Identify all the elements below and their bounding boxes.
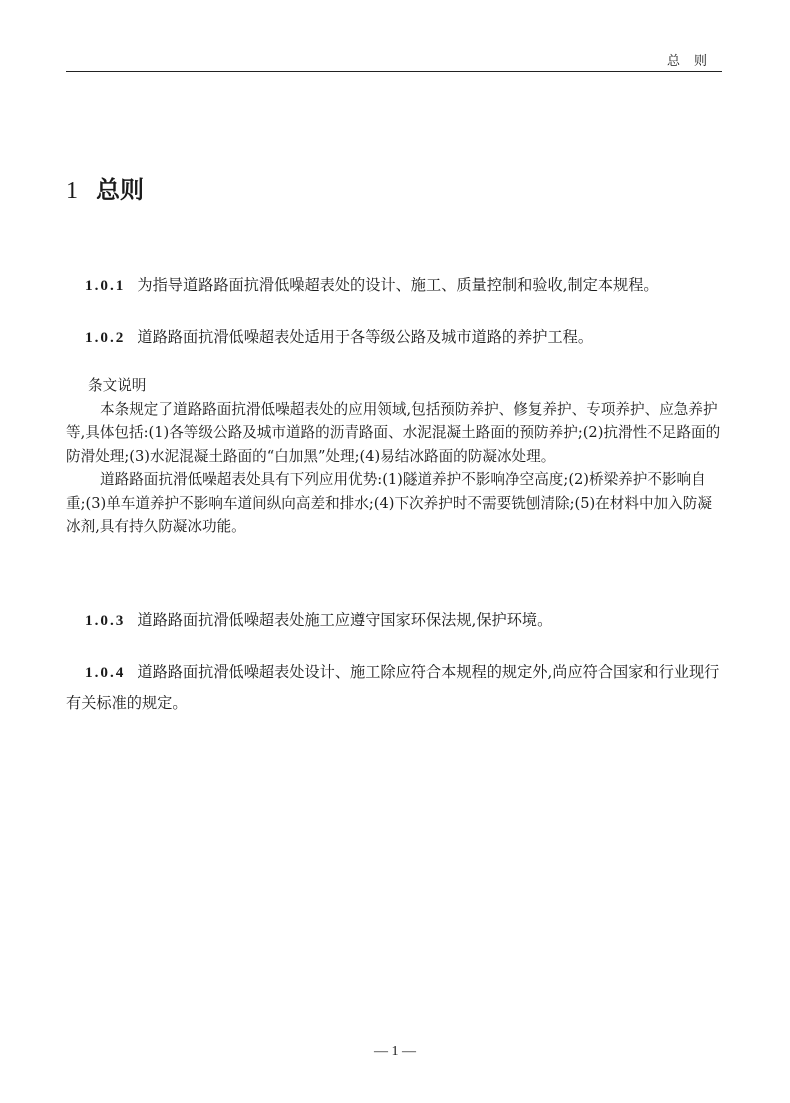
chapter-number: 1 bbox=[66, 178, 78, 204]
clause-number: 1.0.1 bbox=[85, 277, 126, 294]
running-header: 总则 bbox=[666, 54, 721, 69]
clause-1-0-4 bbox=[66, 657, 722, 718]
header-rule bbox=[66, 71, 722, 72]
explanation-label: 条文说明 bbox=[88, 377, 147, 394]
clause-1-0-3 bbox=[66, 605, 722, 636]
chapter-title bbox=[66, 170, 144, 205]
page-number: — 1 — bbox=[374, 1044, 416, 1059]
clause-1-0-1 bbox=[66, 270, 722, 301]
clause-text: 道路路面抗滑低噪超表处施工应遵守国家环保法规,保护环境。 bbox=[137, 611, 553, 629]
clause-explanation bbox=[66, 374, 722, 539]
explanation-paragraph: 本条规定了道路路面抗滑低噪超表处的应用领域,包括预防养护、修复养护、专项养护、应急养护等,具体包括:(1)各等级公路及城市道路的沥青路面、水泥混凝土路面的预防养护;(2)抗滑性不足路面的防滑处理;(3)水泥混凝土路面的“白加黑”处理;(4)易结冰路面的防凝冰处理。 bbox=[66, 400, 721, 465]
clause-text: 道路路面抗滑低噪超表处适用于各等级公路及城市道路的养护工程。 bbox=[137, 328, 593, 346]
clause-text: 为指导道路路面抗滑低噪超表处的设计、施工、质量控制和验收,制定本规程。 bbox=[137, 276, 659, 294]
explanation-paragraph: 道路路面抗滑低噪超表处具有下列应用优势:(1)隧道养护不影响净空高度;(2)桥梁养护不影响自重;(3)单车道养护不影响车道间纵向高差和排水;(4)下次养护时不需要铣刨清除;(5)在材料中加入防凝冰剂,具有持久防凝冰功能。 bbox=[66, 471, 712, 535]
clause-1-0-2 bbox=[66, 322, 722, 353]
clause-number: 1.0.2 bbox=[85, 329, 126, 346]
clause-number: 1.0.4 bbox=[85, 664, 126, 681]
clause-number: 1.0.3 bbox=[85, 612, 126, 629]
chapter-title-text: 总则 bbox=[96, 176, 144, 204]
clause-text: 道路路面抗滑低噪超表处设计、施工除应符合本规程的规定外,尚应符合国家和行业现行有关标准的规定。 bbox=[66, 663, 720, 712]
